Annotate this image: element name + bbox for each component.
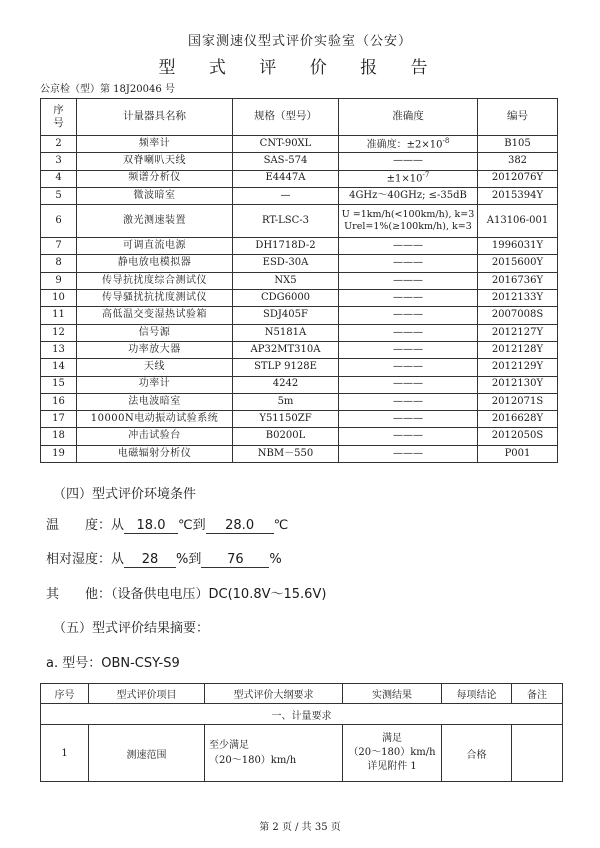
accuracy-text: ——— (393, 326, 423, 338)
temperature-unit: ℃ (273, 518, 289, 533)
equipment-model: CNT-90XL (233, 136, 339, 153)
equipment-model: SAS-574 (233, 153, 339, 170)
results-row-result (343, 725, 442, 782)
equipment-model: B0200L (233, 428, 339, 445)
results-row (41, 725, 563, 782)
accuracy-text: ——— (393, 430, 423, 442)
result-line-2: （20～180）km/h (348, 747, 436, 758)
result-line-3: 详见附件 1 (367, 761, 417, 772)
accuracy-text: ——— (393, 361, 423, 373)
results-col-item: 型式评价项目 (89, 684, 205, 704)
results-table-header (41, 684, 563, 704)
equipment-name: 可调直流电源 (77, 238, 233, 255)
results-row-remark (512, 725, 563, 782)
equipment-name: 冲击试验台 (77, 428, 233, 445)
equipment-model: RT-LSC-3 (233, 205, 339, 238)
results-group-title: 一、计量要求 (41, 704, 563, 725)
equipment-row (41, 238, 558, 255)
equipment-id: 2012133Y (478, 290, 558, 307)
equipment-id: 1996031Y (478, 238, 558, 255)
accuracy-text: ——— (393, 378, 423, 390)
equipment-name: 功率放大器 (77, 341, 233, 358)
accuracy-text: ——— (393, 257, 423, 269)
humidity-mid: %到 (176, 552, 202, 567)
humidity-unit: % (269, 552, 282, 567)
equipment-no: 2 (41, 136, 77, 153)
accuracy-text: ——— (393, 447, 423, 459)
equipment-name: 微波暗室 (77, 187, 233, 204)
equipment-model: AP32MT310A (233, 341, 339, 358)
results-row-conclusion: 合格 (442, 725, 512, 782)
equipment-row (41, 255, 558, 272)
equipment-accuracy (339, 272, 478, 289)
equipment-row (41, 187, 558, 204)
temperature-mid: ℃到 (178, 518, 206, 533)
results-row-item: 测速范围 (89, 725, 205, 782)
equipment-model: N5181A (233, 324, 339, 341)
accuracy-text: ——— (393, 240, 423, 252)
other-conditions-line: 其 他：（设备供电电压）DC(10.8V～15.6V) (46, 587, 327, 602)
results-col-requirement: 型式评价大纲要求 (205, 684, 343, 704)
col-header-accuracy: 准确度 (339, 99, 478, 136)
equipment-no: 4 (41, 170, 77, 187)
accuracy-text: ——— (393, 395, 423, 407)
accuracy-text: ——— (393, 343, 423, 355)
equipment-row (41, 393, 558, 410)
equipment-row (41, 205, 558, 238)
equipment-no: 19 (41, 445, 77, 462)
equipment-name: 功率计 (77, 376, 233, 393)
equipment-name: 静电放电模拟器 (77, 255, 233, 272)
col-header-name: 计量器具名称 (77, 99, 233, 136)
equipment-row (41, 324, 558, 341)
equipment-accuracy (339, 255, 478, 272)
equipment-no: 6 (41, 205, 77, 238)
equipment-model: NX5 (233, 272, 339, 289)
equipment-accuracy (339, 187, 478, 204)
equipment-accuracy (339, 341, 478, 358)
equipment-accuracy (339, 170, 478, 187)
equipment-accuracy (339, 238, 478, 255)
equipment-name: 天线 (77, 359, 233, 376)
equipment-row (41, 428, 558, 445)
accuracy-text: ——— (393, 274, 423, 286)
equipment-name: 传导抗扰度综合测试仪 (77, 272, 233, 289)
report-title: 型 式 评 价 报 告 (158, 58, 442, 78)
equipment-model: 5m (233, 393, 339, 410)
equipment-row (41, 341, 558, 358)
accuracy-line-2: Urel=1%(≥100km/h), k=3 (344, 221, 472, 233)
equipment-id: 2012071S (478, 393, 558, 410)
accuracy-text: ——— (393, 309, 423, 321)
equipment-row (41, 136, 558, 153)
equipment-id: 382 (478, 153, 558, 170)
equipment-name: 法电波暗室 (77, 393, 233, 410)
equipment-row (41, 307, 558, 324)
equipment-model: DH1718D-2 (233, 238, 339, 255)
temperature-from: 18.0 (124, 518, 178, 534)
equipment-accuracy (339, 411, 478, 428)
result-line-1: 满足 (382, 733, 402, 744)
equipment-id: 2012129Y (478, 359, 558, 376)
equipment-model: SDJ405F (233, 307, 339, 324)
accuracy-text: ——— (393, 155, 423, 167)
equipment-accuracy (339, 290, 478, 307)
equipment-accuracy (339, 376, 478, 393)
equipment-model: ESD-30A (233, 255, 339, 272)
results-row-requirement (205, 725, 343, 782)
accuracy-line-1: U =1km/h(<100km/h), k=3 (341, 209, 475, 221)
equipment-no: 3 (41, 153, 77, 170)
requirement-line-2: （20～180）km/h (209, 755, 297, 766)
equipment-id: 2012130Y (478, 376, 558, 393)
equipment-row (41, 411, 558, 428)
equipment-model: NBM－550 (233, 445, 339, 462)
equipment-id: 2016736Y (478, 272, 558, 289)
equipment-row (41, 445, 558, 462)
equipment-id: 2012127Y (478, 324, 558, 341)
equipment-accuracy (339, 359, 478, 376)
equipment-row (41, 290, 558, 307)
equipment-no: 9 (41, 272, 77, 289)
accuracy-text: ——— (393, 291, 423, 303)
equipment-no: 8 (41, 255, 77, 272)
equipment-no: 10 (41, 290, 77, 307)
equipment-model: E4447A (233, 170, 339, 187)
equipment-row (41, 272, 558, 289)
equipment-name: 10000N电动振动试验系统 (77, 411, 233, 428)
accuracy-exponent: -8 (442, 136, 450, 145)
equipment-table (40, 98, 558, 463)
summary-section-title: （五）型式评价结果摘要： (53, 621, 210, 636)
col-header-no: 序号 (41, 99, 77, 136)
equipment-name: 信号源 (77, 324, 233, 341)
requirement-line-1: 至少满足 (209, 740, 249, 751)
col-header-id: 编号 (478, 99, 558, 136)
equipment-id: 2015600Y (478, 255, 558, 272)
results-table (40, 683, 563, 782)
equipment-accuracy (339, 393, 478, 410)
equipment-model: — (233, 187, 339, 204)
equipment-name: 频谱分析仪 (77, 170, 233, 187)
equipment-id: 2012076Y (478, 170, 558, 187)
humidity-label: 相对湿度：从 (46, 552, 125, 567)
accuracy-exponent: -7 (422, 171, 430, 180)
equipment-accuracy (339, 153, 478, 170)
equipment-name: 激光测速装置 (77, 205, 233, 238)
temperature-label: 温 度：从 (46, 518, 125, 533)
equipment-accuracy (339, 428, 478, 445)
equipment-id: 2012128Y (478, 341, 558, 358)
results-group-row (41, 704, 563, 725)
equipment-model: Y51150ZF (233, 411, 339, 428)
equipment-table-header (41, 99, 558, 136)
lab-name: 国家测速仪型式评价实验室（公安） (187, 34, 412, 49)
temperature-to: 28.0 (206, 518, 274, 534)
equipment-no: 14 (41, 359, 77, 376)
equipment-id: 2015394Y (478, 187, 558, 204)
equipment-no: 16 (41, 393, 77, 410)
equipment-accuracy (339, 205, 478, 238)
equipment-accuracy (339, 445, 478, 462)
humidity-line (46, 548, 282, 568)
accuracy-text: 准确度：±2×10 (366, 139, 443, 151)
equipment-id: 2007008S (478, 307, 558, 324)
equipment-no: 17 (41, 411, 77, 428)
accuracy-text: 4GHz～40GHz; ≤-35dB (349, 189, 467, 201)
results-row-no: 1 (41, 725, 89, 782)
equipment-accuracy (339, 136, 478, 153)
temperature-line (46, 514, 288, 534)
results-col-remark: 备注 (512, 684, 563, 704)
humidity-to: 76 (201, 552, 269, 568)
equipment-row (41, 170, 558, 187)
results-col-conclusion: 每项结论 (442, 684, 512, 704)
equipment-no: 7 (41, 238, 77, 255)
equipment-id: 2016628Y (478, 411, 558, 428)
equipment-accuracy (339, 307, 478, 324)
equipment-row (41, 359, 558, 376)
results-col-no: 序号 (41, 684, 89, 704)
accuracy-text: ±1×10 (386, 173, 423, 185)
equipment-id: P001 (478, 445, 558, 462)
equipment-row (41, 153, 558, 170)
equipment-no: 5 (41, 187, 77, 204)
results-col-result: 实测结果 (343, 684, 442, 704)
equipment-name: 传导骚扰抗扰度测试仪 (77, 290, 233, 307)
col-header-model: 规格（型号） (233, 99, 339, 136)
equipment-no: 15 (41, 376, 77, 393)
certificate-number: 公京检（型）第 18J20046 号 (40, 84, 175, 95)
environment-section-title: （四）型式评价环境条件 (53, 487, 197, 502)
equipment-id: B105 (478, 136, 558, 153)
page-footer: 第 2 页 / 共 35 页 (259, 822, 341, 833)
equipment-model: CDG6000 (233, 290, 339, 307)
model-line: a. 型号：OBN-CSY-S9 (46, 656, 180, 671)
equipment-id: 2012050S (478, 428, 558, 445)
humidity-from: 28 (124, 552, 176, 568)
equipment-row (41, 376, 558, 393)
equipment-no: 11 (41, 307, 77, 324)
equipment-id: A13106-001 (478, 205, 558, 238)
equipment-name: 频率计 (77, 136, 233, 153)
equipment-accuracy (339, 324, 478, 341)
equipment-name: 高低温交变湿热试验箱 (77, 307, 233, 324)
equipment-model: 4242 (233, 376, 339, 393)
equipment-no: 12 (41, 324, 77, 341)
equipment-no: 13 (41, 341, 77, 358)
equipment-no: 18 (41, 428, 77, 445)
equipment-name: 电磁辐射分析仪 (77, 445, 233, 462)
equipment-name: 双脊喇叭天线 (77, 153, 233, 170)
accuracy-text: ——— (393, 413, 423, 425)
equipment-model: STLP 9128E (233, 359, 339, 376)
